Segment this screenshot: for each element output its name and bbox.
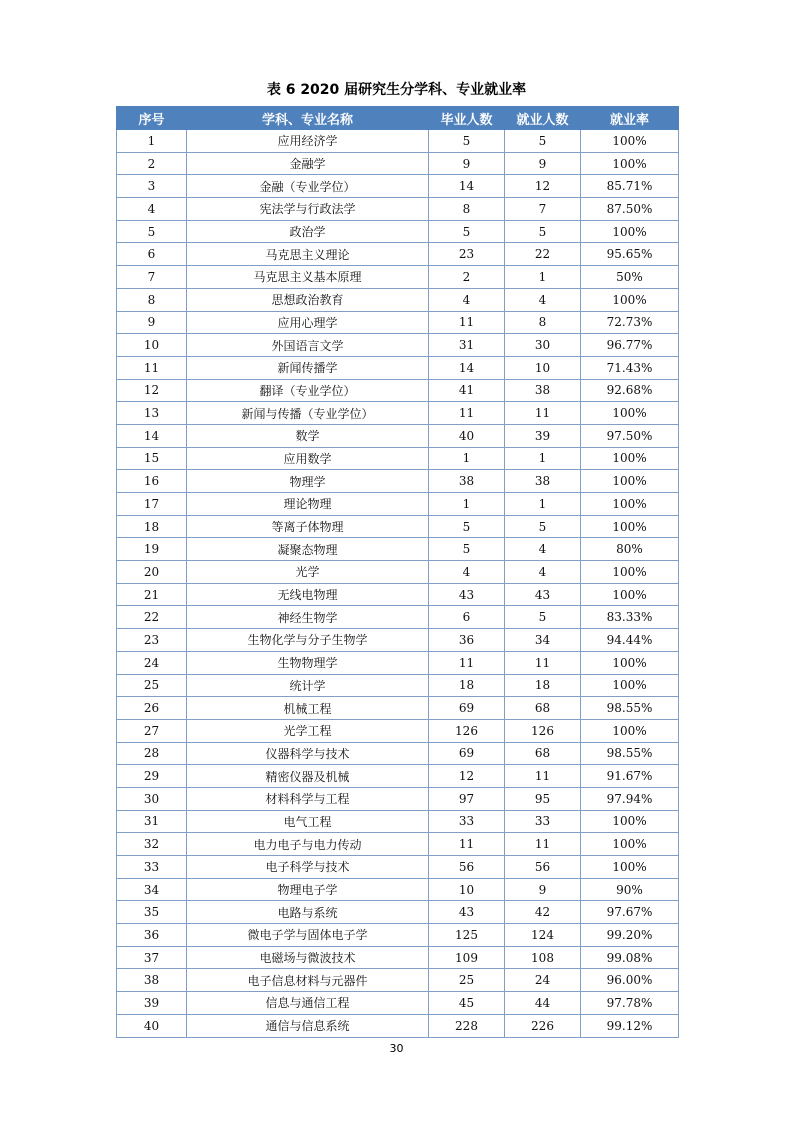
employment-rate-table (116, 106, 679, 1038)
cell-employed: 12 (505, 175, 581, 198)
cell-graduates: 109 (429, 946, 505, 969)
cell-major-name: 神经生物学 (187, 606, 429, 629)
table-row (117, 266, 679, 289)
table-row (117, 470, 679, 493)
cell-employed: 33 (505, 810, 581, 833)
cell-employment-rate: 96.77% (581, 334, 679, 357)
table-row (117, 742, 679, 765)
table-row (117, 1014, 679, 1037)
cell-employed: 126 (505, 719, 581, 742)
cell-index: 3 (117, 175, 187, 198)
cell-graduates: 1 (429, 447, 505, 470)
cell-employed: 11 (505, 765, 581, 788)
cell-index: 28 (117, 742, 187, 765)
table-row (117, 493, 679, 516)
table-row (117, 424, 679, 447)
table-row (117, 220, 679, 243)
cell-index: 10 (117, 334, 187, 357)
cell-employed: 10 (505, 356, 581, 379)
cell-graduates: 36 (429, 629, 505, 652)
table-row (117, 175, 679, 198)
cell-index: 13 (117, 402, 187, 425)
cell-major-name: 光学工程 (187, 719, 429, 742)
cell-index: 40 (117, 1014, 187, 1037)
cell-index: 29 (117, 765, 187, 788)
cell-employment-rate: 98.55% (581, 742, 679, 765)
table-row (117, 606, 679, 629)
cell-graduates: 43 (429, 583, 505, 606)
table-row (117, 719, 679, 742)
table-row (117, 878, 679, 901)
cell-major-name: 新闻传播学 (187, 356, 429, 379)
cell-employed: 11 (505, 651, 581, 674)
cell-employed: 7 (505, 198, 581, 221)
cell-major-name: 信息与通信工程 (187, 992, 429, 1015)
table-row (117, 969, 679, 992)
table-row (117, 515, 679, 538)
cell-index: 24 (117, 651, 187, 674)
cell-employment-rate: 100% (581, 810, 679, 833)
table-header (117, 107, 679, 130)
cell-major-name: 光学 (187, 561, 429, 584)
cell-index: 18 (117, 515, 187, 538)
cell-major-name: 马克思主义基本原理 (187, 266, 429, 289)
table-row (117, 356, 679, 379)
cell-major-name: 物理电子学 (187, 878, 429, 901)
table-title: 表 6 2020 届研究生分学科、专业就业率 (266, 82, 527, 98)
cell-major-name: 电气工程 (187, 810, 429, 833)
cell-graduates: 11 (429, 651, 505, 674)
cell-graduates: 45 (429, 992, 505, 1015)
cell-employed: 5 (505, 515, 581, 538)
cell-employed: 95 (505, 787, 581, 810)
cell-employment-rate: 97.78% (581, 992, 679, 1015)
cell-employment-rate: 100% (581, 583, 679, 606)
cell-employment-rate: 97.50% (581, 424, 679, 447)
cell-graduates: 125 (429, 924, 505, 947)
cell-major-name: 生物化学与分子生物学 (187, 629, 429, 652)
cell-employment-rate: 87.50% (581, 198, 679, 221)
cell-major-name: 等离子体物理 (187, 515, 429, 538)
cell-index: 17 (117, 493, 187, 516)
cell-employed: 1 (505, 493, 581, 516)
cell-major-name: 理论物理 (187, 493, 429, 516)
cell-employment-rate: 100% (581, 288, 679, 311)
cell-index: 39 (117, 992, 187, 1015)
table-row (117, 288, 679, 311)
cell-employed: 4 (505, 561, 581, 584)
cell-major-name: 金融学 (187, 152, 429, 175)
cell-index: 14 (117, 424, 187, 447)
cell-employed: 39 (505, 424, 581, 447)
cell-major-name: 新闻与传播（专业学位） (187, 402, 429, 425)
cell-index: 11 (117, 356, 187, 379)
cell-employment-rate: 100% (581, 493, 679, 516)
cell-graduates: 25 (429, 969, 505, 992)
cell-graduates: 1 (429, 493, 505, 516)
cell-employed: 34 (505, 629, 581, 652)
cell-index: 21 (117, 583, 187, 606)
cell-graduates: 5 (429, 130, 505, 153)
cell-major-name: 电磁场与微波技术 (187, 946, 429, 969)
cell-major-name: 机械工程 (187, 697, 429, 720)
cell-employment-rate: 97.94% (581, 787, 679, 810)
cell-employment-rate: 100% (581, 447, 679, 470)
cell-major-name: 通信与信息系统 (187, 1014, 429, 1037)
header-employment-rate: 就业率 (581, 107, 679, 130)
cell-employment-rate: 98.55% (581, 697, 679, 720)
cell-index: 38 (117, 969, 187, 992)
cell-major-name: 精密仪器及机械 (187, 765, 429, 788)
cell-employed: 1 (505, 266, 581, 289)
cell-employed: 18 (505, 674, 581, 697)
cell-major-name: 电子信息材料与元器件 (187, 969, 429, 992)
cell-index: 9 (117, 311, 187, 334)
cell-employment-rate: 83.33% (581, 606, 679, 629)
cell-employment-rate: 100% (581, 719, 679, 742)
cell-index: 2 (117, 152, 187, 175)
table-row (117, 402, 679, 425)
cell-employment-rate: 96.00% (581, 969, 679, 992)
cell-graduates: 56 (429, 856, 505, 879)
header-employed: 就业人数 (505, 107, 581, 130)
cell-index: 22 (117, 606, 187, 629)
cell-index: 1 (117, 130, 187, 153)
cell-index: 37 (117, 946, 187, 969)
cell-employed: 30 (505, 334, 581, 357)
cell-major-name: 数学 (187, 424, 429, 447)
cell-employed: 4 (505, 538, 581, 561)
cell-employed: 124 (505, 924, 581, 947)
cell-graduates: 8 (429, 198, 505, 221)
cell-graduates: 4 (429, 561, 505, 584)
cell-index: 12 (117, 379, 187, 402)
cell-major-name: 政治学 (187, 220, 429, 243)
cell-index: 20 (117, 561, 187, 584)
cell-index: 5 (117, 220, 187, 243)
cell-employment-rate: 100% (581, 833, 679, 856)
cell-major-name: 翻译（专业学位） (187, 379, 429, 402)
cell-employed: 42 (505, 901, 581, 924)
page-number: 30 (389, 1042, 404, 1055)
cell-index: 34 (117, 878, 187, 901)
table-row (117, 901, 679, 924)
cell-employed: 22 (505, 243, 581, 266)
cell-major-name: 仪器科学与技术 (187, 742, 429, 765)
cell-graduates: 9 (429, 152, 505, 175)
table-body (117, 130, 679, 1038)
cell-employment-rate: 100% (581, 470, 679, 493)
table-row (117, 311, 679, 334)
cell-employment-rate: 90% (581, 878, 679, 901)
cell-major-name: 应用心理学 (187, 311, 429, 334)
cell-major-name: 应用数学 (187, 447, 429, 470)
table-row (117, 856, 679, 879)
cell-index: 30 (117, 787, 187, 810)
cell-employed: 11 (505, 402, 581, 425)
cell-graduates: 6 (429, 606, 505, 629)
cell-major-name: 思想政治教育 (187, 288, 429, 311)
cell-employment-rate: 72.73% (581, 311, 679, 334)
cell-employed: 44 (505, 992, 581, 1015)
cell-major-name: 凝聚态物理 (187, 538, 429, 561)
cell-employed: 56 (505, 856, 581, 879)
table-row (117, 334, 679, 357)
cell-index: 16 (117, 470, 187, 493)
cell-employment-rate: 99.12% (581, 1014, 679, 1037)
table-row (117, 243, 679, 266)
table-row (117, 130, 679, 153)
table-row (117, 538, 679, 561)
table-row (117, 583, 679, 606)
cell-index: 27 (117, 719, 187, 742)
cell-graduates: 41 (429, 379, 505, 402)
cell-graduates: 18 (429, 674, 505, 697)
table-row (117, 561, 679, 584)
table-row (117, 833, 679, 856)
table-row (117, 447, 679, 470)
header-major-name: 学科、专业名称 (187, 107, 429, 130)
cell-employment-rate: 50% (581, 266, 679, 289)
cell-major-name: 宪法学与行政法学 (187, 198, 429, 221)
cell-graduates: 11 (429, 311, 505, 334)
cell-major-name: 电子科学与技术 (187, 856, 429, 879)
cell-graduates: 97 (429, 787, 505, 810)
cell-graduates: 43 (429, 901, 505, 924)
cell-employed: 1 (505, 447, 581, 470)
header-row (117, 107, 679, 130)
cell-major-name: 电力电子与电力传动 (187, 833, 429, 856)
cell-graduates: 2 (429, 266, 505, 289)
cell-index: 35 (117, 901, 187, 924)
cell-employment-rate: 91.67% (581, 765, 679, 788)
cell-graduates: 33 (429, 810, 505, 833)
cell-employed: 226 (505, 1014, 581, 1037)
cell-major-name: 材料科学与工程 (187, 787, 429, 810)
cell-employed: 38 (505, 379, 581, 402)
table-row (117, 379, 679, 402)
cell-major-name: 金融（专业学位） (187, 175, 429, 198)
cell-employed: 5 (505, 220, 581, 243)
cell-employment-rate: 100% (581, 152, 679, 175)
cell-employment-rate: 92.68% (581, 379, 679, 402)
cell-major-name: 微电子学与固体电子学 (187, 924, 429, 947)
cell-index: 33 (117, 856, 187, 879)
table-row (117, 787, 679, 810)
table-row (117, 152, 679, 175)
table-row (117, 924, 679, 947)
cell-employment-rate: 85.71% (581, 175, 679, 198)
cell-major-name: 物理学 (187, 470, 429, 493)
cell-graduates: 228 (429, 1014, 505, 1037)
cell-employed: 68 (505, 697, 581, 720)
table-row (117, 992, 679, 1015)
cell-employed: 11 (505, 833, 581, 856)
cell-employment-rate: 100% (581, 402, 679, 425)
cell-employment-rate: 100% (581, 561, 679, 584)
table-row (117, 674, 679, 697)
cell-graduates: 12 (429, 765, 505, 788)
cell-employment-rate: 100% (581, 130, 679, 153)
cell-employment-rate: 94.44% (581, 629, 679, 652)
cell-graduates: 14 (429, 175, 505, 198)
cell-major-name: 马克思主义理论 (187, 243, 429, 266)
cell-employment-rate: 100% (581, 856, 679, 879)
cell-graduates: 69 (429, 697, 505, 720)
table-row (117, 198, 679, 221)
cell-major-name: 外国语言文学 (187, 334, 429, 357)
cell-major-name: 应用经济学 (187, 130, 429, 153)
cell-employed: 5 (505, 130, 581, 153)
header-index: 序号 (117, 107, 187, 130)
cell-index: 36 (117, 924, 187, 947)
cell-graduates: 40 (429, 424, 505, 447)
cell-employed: 9 (505, 152, 581, 175)
header-graduates: 毕业人数 (429, 107, 505, 130)
cell-major-name: 生物物理学 (187, 651, 429, 674)
cell-employed: 24 (505, 969, 581, 992)
cell-index: 23 (117, 629, 187, 652)
cell-index: 6 (117, 243, 187, 266)
cell-employed: 9 (505, 878, 581, 901)
cell-graduates: 5 (429, 538, 505, 561)
cell-employment-rate: 99.08% (581, 946, 679, 969)
cell-graduates: 5 (429, 220, 505, 243)
cell-employed: 43 (505, 583, 581, 606)
cell-employed: 68 (505, 742, 581, 765)
cell-graduates: 4 (429, 288, 505, 311)
cell-employed: 4 (505, 288, 581, 311)
cell-employed: 108 (505, 946, 581, 969)
cell-employment-rate: 100% (581, 651, 679, 674)
cell-employment-rate: 100% (581, 515, 679, 538)
table-row (117, 697, 679, 720)
cell-index: 15 (117, 447, 187, 470)
cell-employment-rate: 95.65% (581, 243, 679, 266)
cell-graduates: 31 (429, 334, 505, 357)
cell-graduates: 14 (429, 356, 505, 379)
cell-graduates: 5 (429, 515, 505, 538)
cell-index: 26 (117, 697, 187, 720)
cell-index: 8 (117, 288, 187, 311)
cell-index: 7 (117, 266, 187, 289)
cell-employed: 8 (505, 311, 581, 334)
cell-employment-rate: 99.20% (581, 924, 679, 947)
cell-graduates: 69 (429, 742, 505, 765)
table-row (117, 651, 679, 674)
cell-graduates: 11 (429, 833, 505, 856)
cell-index: 32 (117, 833, 187, 856)
cell-major-name: 无线电物理 (187, 583, 429, 606)
cell-employment-rate: 80% (581, 538, 679, 561)
table-row (117, 629, 679, 652)
cell-employment-rate: 100% (581, 674, 679, 697)
cell-employment-rate: 71.43% (581, 356, 679, 379)
cell-graduates: 11 (429, 402, 505, 425)
cell-index: 25 (117, 674, 187, 697)
cell-major-name: 电路与系统 (187, 901, 429, 924)
cell-employed: 5 (505, 606, 581, 629)
table-row (117, 810, 679, 833)
cell-graduates: 23 (429, 243, 505, 266)
cell-index: 31 (117, 810, 187, 833)
cell-employed: 38 (505, 470, 581, 493)
cell-graduates: 10 (429, 878, 505, 901)
cell-major-name: 统计学 (187, 674, 429, 697)
cell-index: 19 (117, 538, 187, 561)
cell-index: 4 (117, 198, 187, 221)
table-row (117, 946, 679, 969)
cell-graduates: 38 (429, 470, 505, 493)
table-row (117, 765, 679, 788)
cell-employment-rate: 100% (581, 220, 679, 243)
cell-graduates: 126 (429, 719, 505, 742)
cell-employment-rate: 97.67% (581, 901, 679, 924)
